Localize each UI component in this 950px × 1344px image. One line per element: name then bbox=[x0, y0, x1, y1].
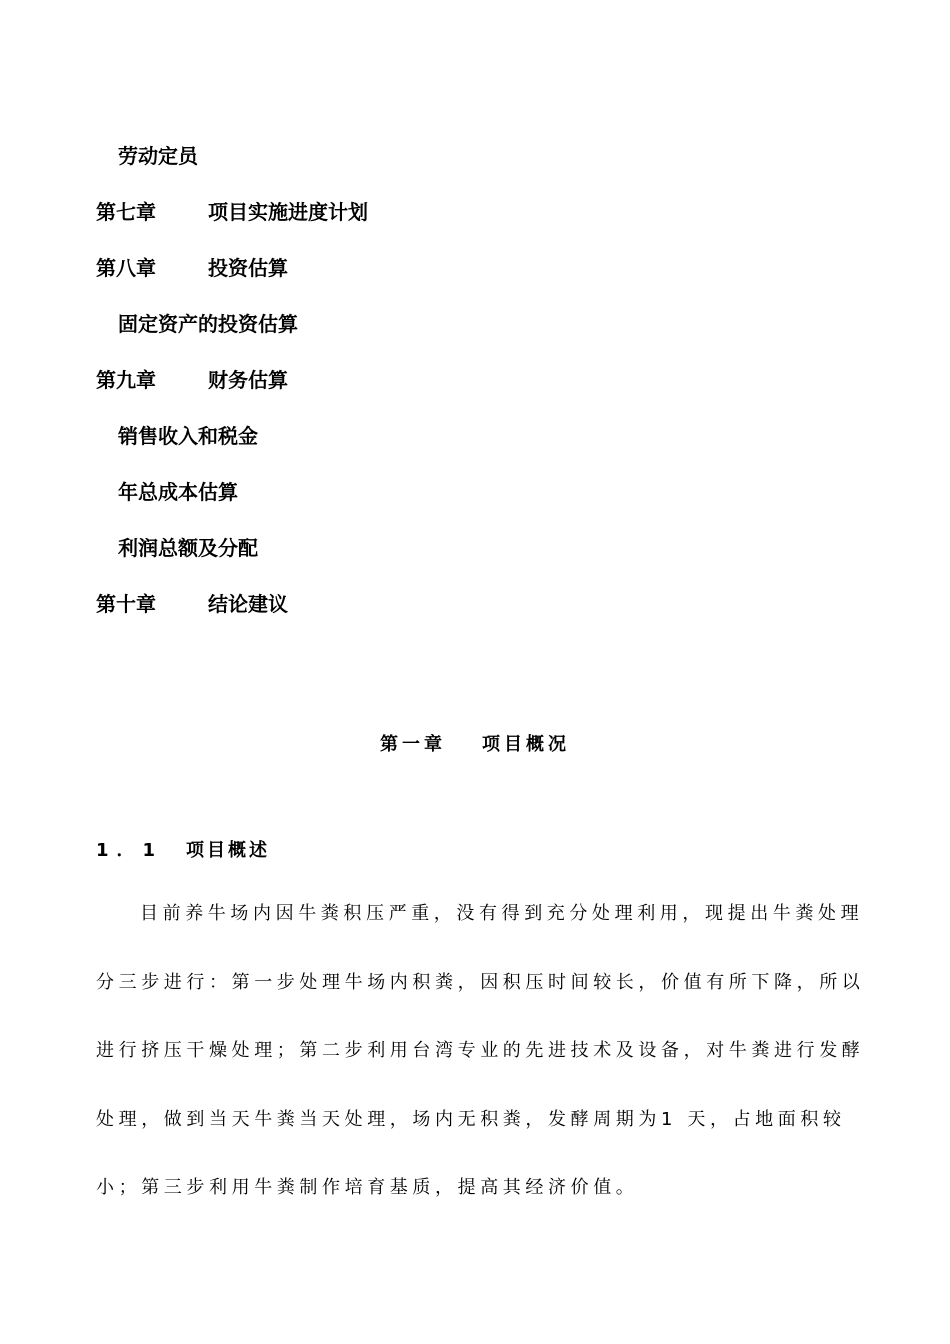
toc-item-label: 固定资产的投资估算 bbox=[118, 312, 298, 336]
chapter-number: 第一章 bbox=[380, 734, 446, 755]
chapter-title-text: 项目概况 bbox=[482, 734, 570, 755]
toc-item-fixed-asset-investment bbox=[118, 312, 298, 336]
toc-item-label: 利润总额及分配 bbox=[118, 536, 258, 560]
toc-chapter-title: 投资估算 bbox=[208, 256, 288, 280]
toc-chapter-title: 项目实施进度计划 bbox=[208, 200, 368, 224]
chapter-heading bbox=[0, 730, 950, 756]
toc-chapter-title: 财务估算 bbox=[208, 368, 288, 392]
section-heading bbox=[96, 836, 270, 862]
section-number: 1．1 bbox=[96, 840, 164, 861]
toc-chapter-number: 第七章 bbox=[96, 200, 156, 224]
toc-item-label: 销售收入和税金 bbox=[118, 424, 258, 448]
toc-item-profit-distribution bbox=[118, 536, 258, 560]
toc-chapter-number: 第九章 bbox=[96, 368, 156, 392]
section-title: 项目概述 bbox=[186, 840, 270, 861]
toc-chapter-number: 第十章 bbox=[96, 592, 156, 616]
body-paragraph: 目前养牛场内因牛粪积压严重，没有得到充分处理利用，现提出牛粪处理分三步进行：第一步处理牛场内积粪，因积压时间较长，价值有所下降，所以进行挤压干燥处理；第二步利用台湾专业的先进技术及设备，对牛粪进行发酵处理，做到当天牛粪当天处理，场内无积粪，发酵周期为1 天，占地面积较小；第三步利用牛粪制作培育基质，提高其经济价值。 bbox=[96, 903, 865, 1198]
toc-chapter-title: 结论建议 bbox=[208, 592, 288, 616]
toc-item-label: 年总成本估算 bbox=[118, 480, 238, 504]
toc-chapter-ten bbox=[96, 592, 288, 616]
toc-chapter-seven bbox=[96, 200, 368, 224]
toc-chapter-number: 第八章 bbox=[96, 256, 156, 280]
toc-item-labor-staffing bbox=[118, 144, 198, 168]
toc-chapter-eight bbox=[96, 256, 288, 280]
toc-item-sales-revenue-tax bbox=[118, 424, 258, 448]
toc-item-annual-cost bbox=[118, 480, 238, 504]
toc-chapter-nine bbox=[96, 368, 288, 392]
toc-item-label: 劳动定员 bbox=[118, 144, 198, 168]
